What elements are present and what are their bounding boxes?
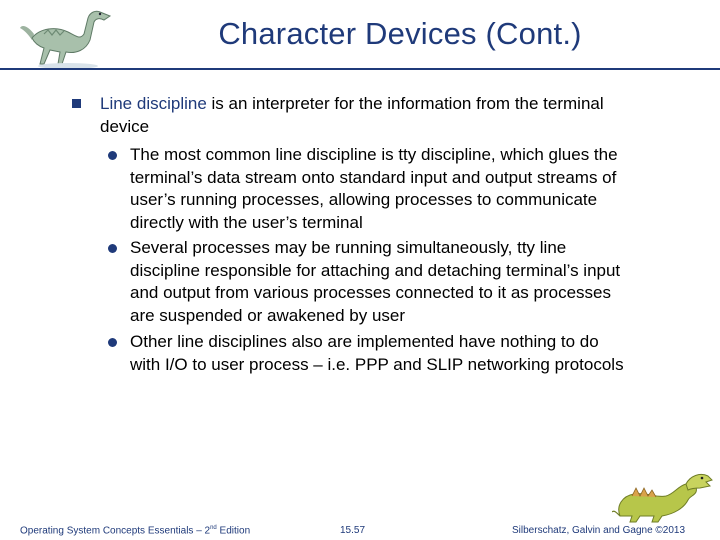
round-bullet-icon (108, 151, 117, 160)
subbullet-1 (108, 144, 628, 234)
footer-book-suffix: Edition (216, 525, 251, 537)
subbullet-text: Other line disciplines also are implemented have nothing to do with I/O to user process – i.e. PPP and SLIP networking protocols (130, 332, 624, 374)
bullet-line-discipline (74, 92, 634, 138)
round-bullet-icon (108, 244, 117, 253)
footer-book-sup: nd (210, 525, 217, 531)
subbullet-3 (108, 331, 628, 376)
footer-book-prefix: Operating System Concepts Essentials – 2 (20, 525, 211, 537)
round-bullet-icon (108, 338, 117, 347)
bullet-text (74, 92, 634, 138)
slide-title: Character Devices (Cont.) (218, 16, 582, 51)
bullet-body: is an interpreter for the information from the terminal device (100, 94, 604, 136)
footer-book-title (20, 525, 250, 536)
square-bullet-icon (72, 99, 81, 108)
footer-page-number: 15.57 (340, 525, 366, 536)
dinosaur-mascot-icon (612, 466, 716, 524)
dinosaur-logo-icon (18, 4, 118, 72)
subbullet-text: The most common line discipline is tty discipline, which glues the terminal’s data stream onto standard input and output streams of user’s running processes, allowing processes to communicate directly with the user’s terminal (130, 145, 618, 232)
subbullet-text: Several processes may be running simultaneously, tty line discipline responsible for attaching and detaching terminal’s input and output from various processes connected to it as processes are suspended or awakened by user (130, 238, 621, 325)
footer-authors: Silberschatz, Galvin and Gagne ©2013 (512, 525, 686, 536)
bullet-highlight: Line discipline (100, 94, 207, 113)
title-divider (0, 68, 720, 70)
subbullet-2 (108, 237, 628, 327)
